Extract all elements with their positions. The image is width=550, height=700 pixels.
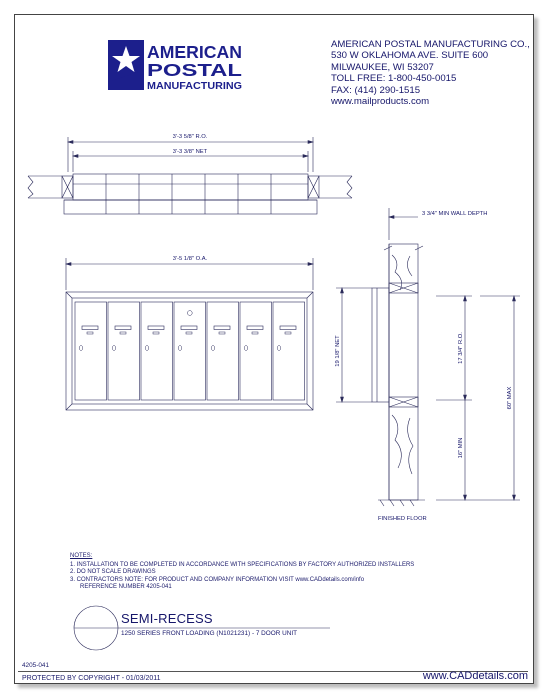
overall-width-label: 3'-5 1/8" O.A.	[172, 256, 208, 262]
drawing-title: SEMI-RECESS	[121, 611, 213, 626]
finished-floor-label: FINISHED FLOOR	[378, 516, 427, 522]
lock-icon	[112, 346, 116, 351]
logo-text-postal: POSTAL	[147, 60, 243, 80]
mailbox-door	[108, 302, 140, 400]
name-slot	[247, 326, 263, 330]
wall-depth-label: 3 3/4" MIN WALL DEPTH	[422, 211, 488, 217]
net-width-label: 3'-3 3/8" NET	[172, 149, 208, 155]
name-slot	[280, 326, 296, 330]
mailbox-door	[207, 302, 239, 400]
lock-icon	[211, 346, 215, 351]
company-address-2: MILWAUKEE, WI 53207	[331, 61, 434, 73]
name-slot	[148, 326, 164, 330]
lock-icon	[79, 346, 83, 351]
side-section	[336, 208, 520, 506]
notes-section	[70, 553, 414, 592]
note-reference: REFERENCE NUMBER 4205-041	[80, 584, 172, 591]
company-website: www.mailproducts.com	[331, 96, 430, 108]
notes-title: NOTES:	[70, 553, 93, 559]
lock-icon	[277, 346, 281, 351]
mailbox-door	[75, 302, 107, 400]
drawing-subtitle: 1250 SERIES FRONT LOADING (N1021231) - 7 DOOR UNIT	[121, 630, 298, 637]
outer-frame	[66, 292, 313, 410]
ro-height-label: 17 3/4" R.O.	[458, 332, 464, 364]
company-fax: FAX: (414) 290-1515	[331, 84, 421, 96]
company-name: AMERICAN POSTAL MANUFACTURING CO.,	[331, 39, 530, 50]
max-height-label: 60" MAX	[507, 386, 513, 410]
copyright-text: PROTECTED BY COPYRIGHT - 01/03/2011	[22, 675, 161, 682]
mailbox-door	[174, 302, 206, 400]
logo-text-manufacturing: MANUFACTURING	[147, 80, 242, 92]
caddetails-link[interactable]: www.CADdetails.com	[422, 670, 528, 682]
company-address-1: 530 W OKLAHOMA AVE. SUITE 600	[331, 50, 489, 62]
mailbox-door	[273, 302, 305, 400]
note-item: 3. CONTRACTORS NOTE: FOR PRODUCT AND COMPANY INFORMATION VISIT www.CADdetails.com/info	[70, 576, 365, 583]
net-height-label: 19 1/8" NET	[335, 335, 341, 367]
note-item: 1. INSTALLATION TO BE COMPLETED IN ACCORDANCE WITH SPECIFICATIONS BY FACTORY AUTHORIZED INSTALLERS	[70, 561, 415, 568]
title-block	[121, 611, 297, 637]
ro-width-label: 3'-3 5/8" R.O.	[172, 134, 208, 140]
name-slot	[115, 326, 131, 330]
name-slot	[181, 326, 197, 330]
mailbox-doors	[75, 302, 305, 400]
lock-icon	[178, 346, 182, 351]
logo-text-american: AMERICAN	[147, 42, 242, 62]
company-logo	[108, 40, 242, 92]
lock-icon	[244, 346, 248, 351]
min-height-label: 16" MIN	[458, 437, 464, 459]
name-slot	[82, 326, 98, 330]
lock-icon	[145, 346, 149, 351]
mailbox-door	[240, 302, 272, 400]
company-toll-free: TOLL FREE: 1-800-450-0015	[331, 73, 457, 85]
sheet-number: 4205-041	[22, 662, 50, 669]
mailbox-door	[141, 302, 173, 400]
note-item: 2. DO NOT SCALE DRAWINGS	[70, 569, 156, 576]
name-slot	[214, 326, 230, 330]
master-lock-icon	[187, 311, 192, 316]
company-info	[331, 39, 530, 107]
